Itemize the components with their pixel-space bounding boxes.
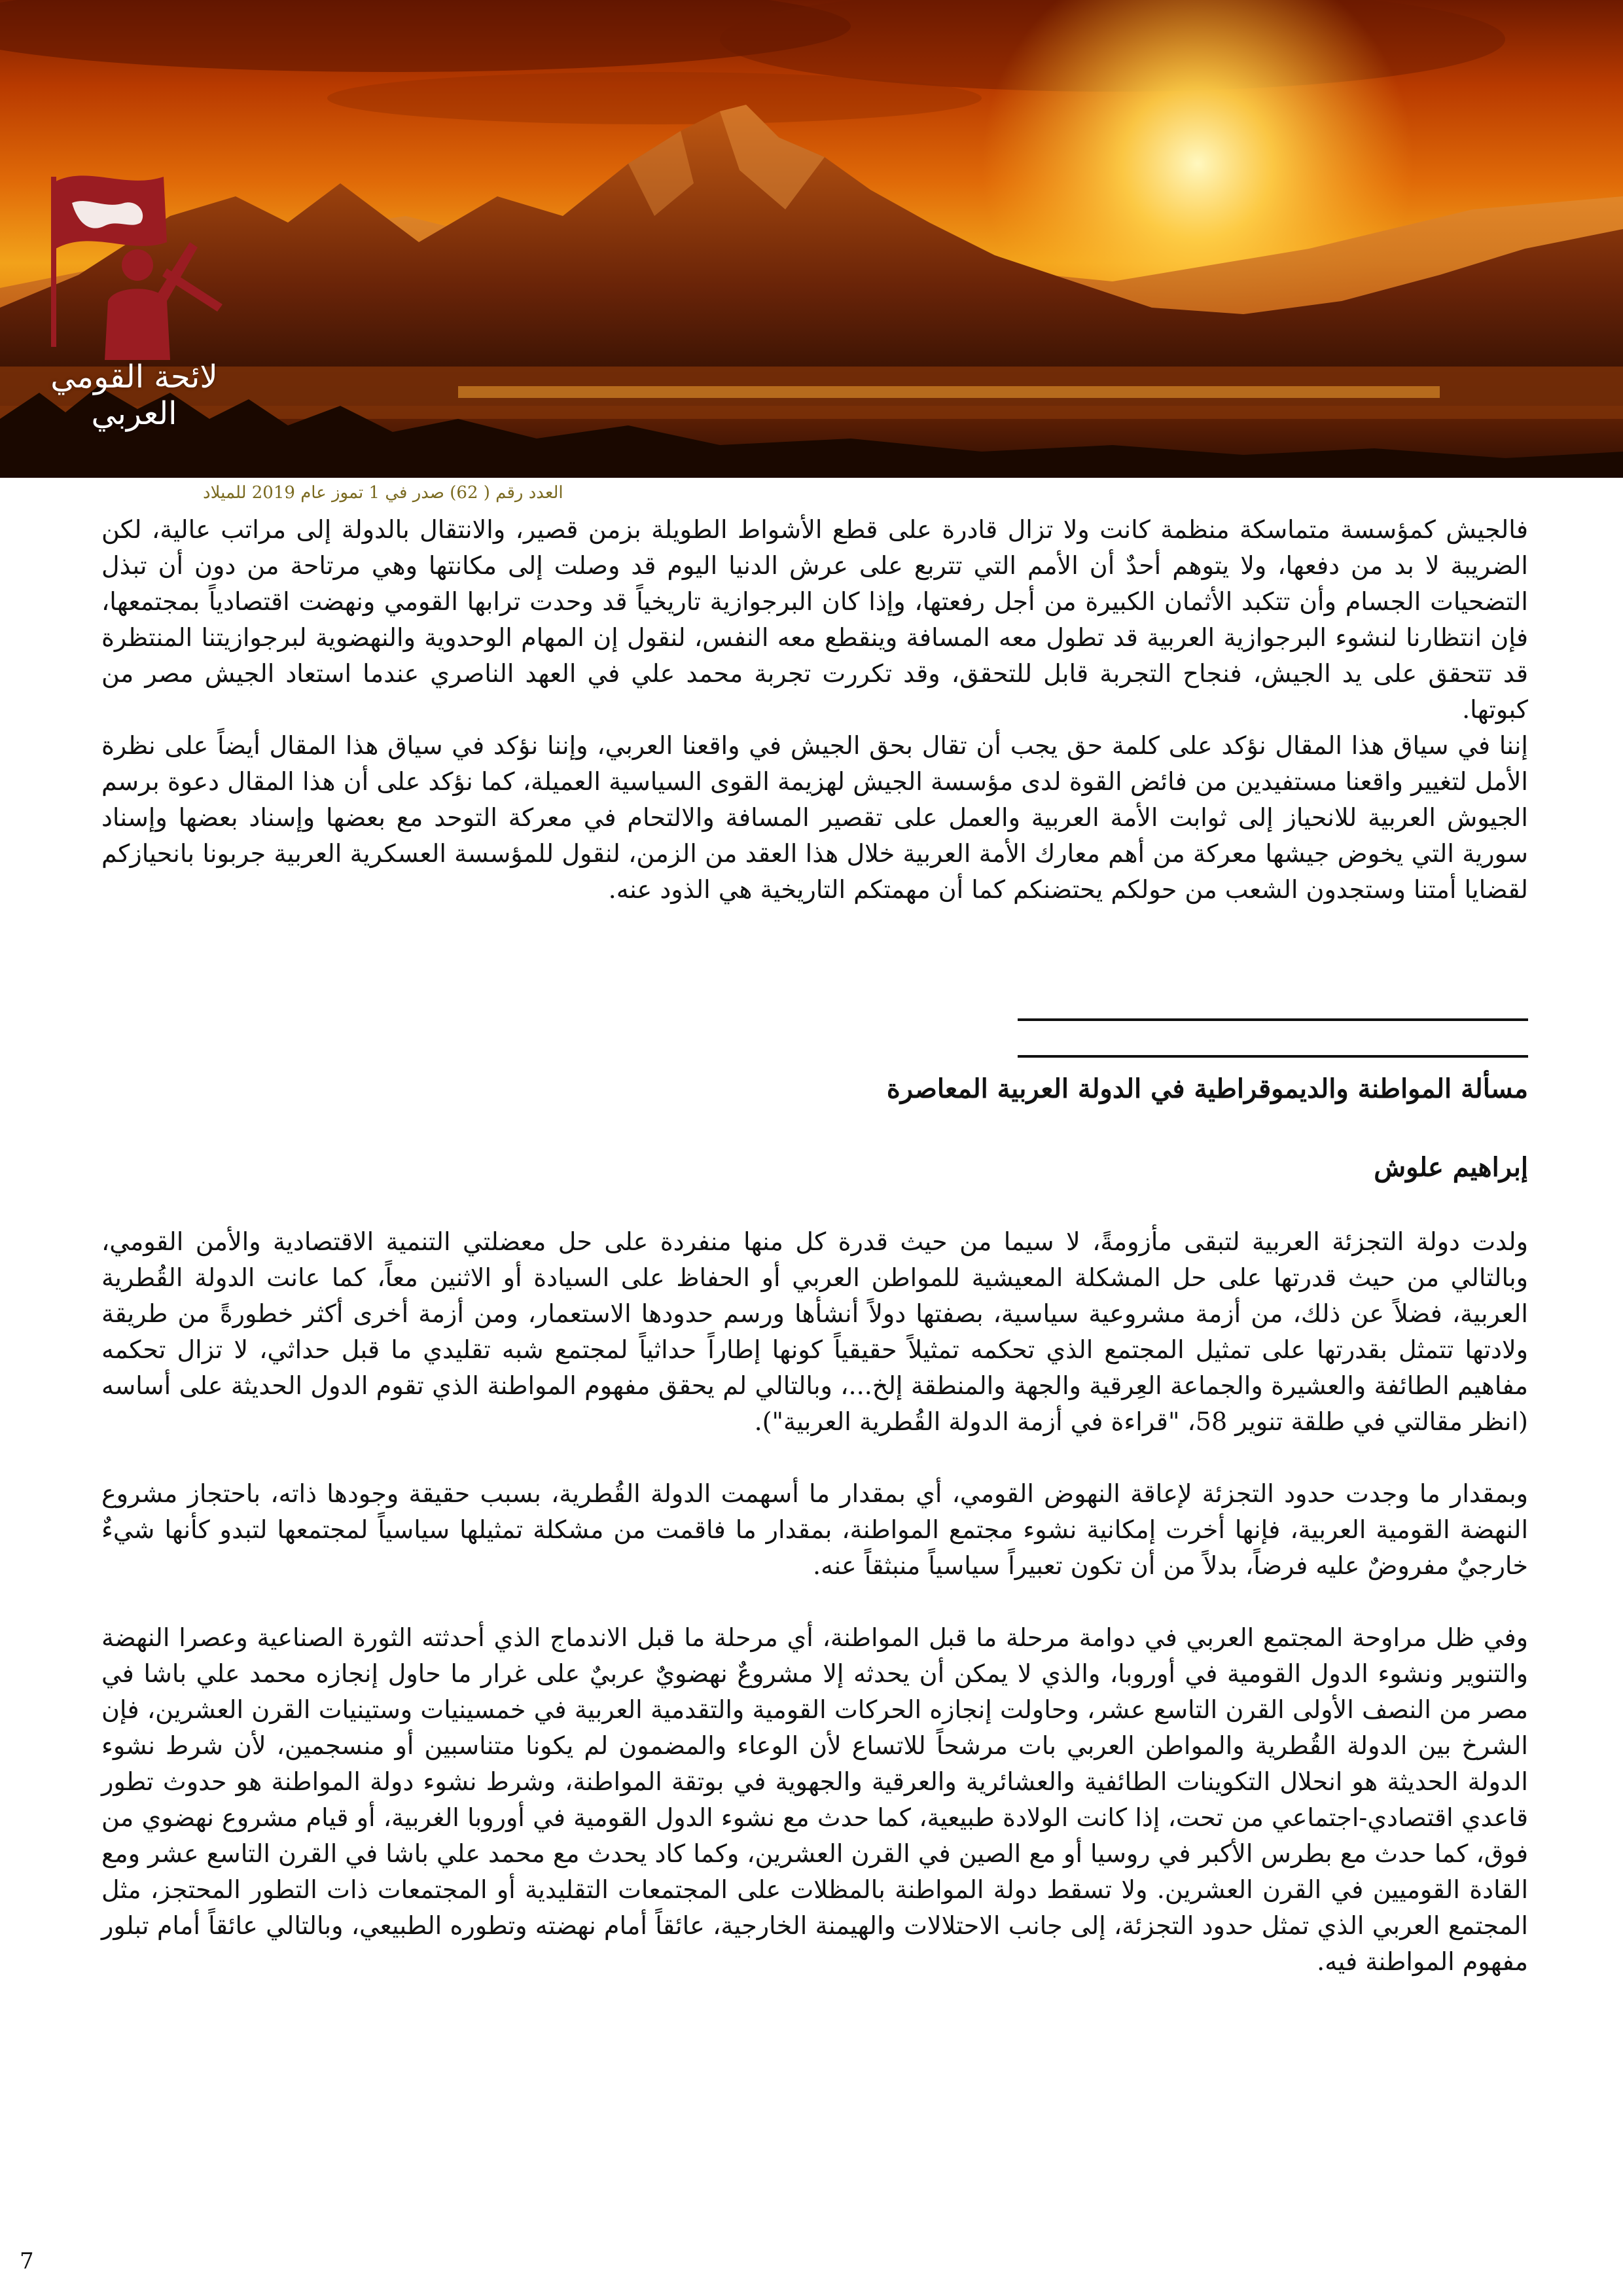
flag-fighter-logo (26, 164, 249, 360)
paragraph: فالجيش كمؤسسة متماسكة منظمة كانت ولا تزال قادرة على قطع الأشواط الطويلة بزمن قصير، والانتقال بالدولة إلى مراتب عالية، لكن الضريبة لا بد من دفعها، ولا يتوهم أحدٌ أن الأمم التي تتربع على عرش الدنيا اليوم قد وصلت إلى مكانتها وهي مرتاحة من دون أن تبذل التضحيات الجسام وأن تتكبد الأثمان الكبيرة من أجل رفعتها، وإذا كان البرجوازية تاريخياً قد وحدت ترابها القومي ونهضت اقتصادياً بمجتمعها، فإن انتظارنا لنشوء البرجوازية العربية قد تطول معه المسافة وينقطع معه النفس، لنقول إن المهام الوحدوية والنهضوية لبرجوازيتنا المنتظرة قد تتحقق على يد الجيش، فنجاح التجربة قابل للتحقق، وقد تكررت تجربة محمد علي في العهد الناصري عندما استعاد الجيش مصر من كبوتها. (101, 515, 1528, 724)
article-author: إبراهيم علوش (1374, 1152, 1528, 1183)
paragraph: وفي ظل مراوحة المجتمع العربي في دوامة مرحلة ما قبل المواطنة، أي مرحلة ما قبل الاندماج الذي أحدثته الثورة الصناعية وعصرا النهضة والتنوير ونشوء الدول القومية في أوروبا، والذي لا يمكن أن يحدثه إلا مشروعٌ نهضويٌ عربيٌ على غرار ما حاول إنجازه محمد علي باشا في مصر من النصف الأولى القرن التاسع عشر، وحاولت إنجازه الحركات القومية والتقدمية العربية في خمسينيات وستينيات القرن العشرين، فإن الشرخ بين الدولة القُطرية والمواطن العربي بات مرشحاً للاتساع لأن الوعاء والمضمون لم يكونا متناسبين أو منسجمين، لأن شرط نشوء الدولة الحديثة هو انحلال التكوينات الطائفية والعشائرية والعرقية والجهوية في بوتقة المواطنة، وشرط نشوء دولة المواطنة هو حدوث تطور قاعدي اقتصادي-اجتماعي من تحت، إذا كانت الولادة طبيعية، كما حدث مع نشوء الدول القومية في أوروبا الغربية، أو قيام مشروع نهضوي من فوق، كما حدث مع بطرس الأكبر في روسيا أو مع الصين في القرن العشرين، وكما كاد يحدث مع محمد علي باشا في القرن التاسع عشر ومع القادة القوميين في القرن العشرين. ولا تسقط دولة المواطنة بالمظلات على المجتمعات التقليدية أو المجتمعات ذات التطور المحتجز، مثل المجتمع العربي الذي تمثل حدود التجزئة، إلى جانب الاحتلالات والهيمنة الخارجية، عائقاً أمام نهضته وتطوره الطبيعي، وبالتالي عائقاً أمام تبلور مفهوم المواطنة فيه. (101, 1623, 1528, 1976)
article-body (101, 1224, 1528, 1980)
page-number: 7 (20, 2248, 34, 2274)
paragraph: وبمقدار ما وجدت حدود التجزئة لإعاقة النهوض القومي، أي بمقدار ما أسهمت الدولة القُطرية، بسبب حقيقة وجودها ذاته، باحتجاز مشروع النهضة القومية العربية، فإنها أخرت إمكانية نشوء مجتمع المواطنة، بمقدار ما فاقمت من مشكلة تمثيلها سياسياً لمجتمعها لتبدو كأنها شيءٌ خارجيٌ مفروضٌ عليه فرضاً، بدلاً من أن تكون تعبيراً سياسياً منبثقاً عنه. (101, 1479, 1528, 1580)
article-title: مسألة المواطنة والديموقراطية في الدولة العربية المعاصرة (886, 1073, 1528, 1104)
brand-title: لائحة القومي العربي (50, 359, 218, 432)
issue-info: العدد رقم ( 62) صدر في 1 تموز عام 2019 للميلاد (203, 483, 563, 503)
article-continuation (101, 512, 1528, 908)
paragraph: ولدت دولة التجزئة العربية لتبقى مأزومةً، لا سيما من حيث قدرة كل منها منفردة على حل معضلتي التنمية الاقتصادية والأمن القومي، وبالتالي من حيث قدرتها على حل المشكلة المعيشية للمواطن العربي أو الحفاظ على السيادة أو الاثنين معاً، كما عانت الدولة القُطرية العربية، فضلاً عن ذلك، من أزمة مشروعية سياسية، بصفتها دولاً أنشأها ورسم حدودها الاستعمار، ومن أزمة أخرى أكثر خطورةً من طريقة ولادتها تتمثل بقدرتها على تمثيل المجتمع الذي تحكمه تمثيلاً حقيقياً كونها إطاراً حداثياً لمجتمع شبه تقليدي ما قبل حداثي، لا تزال تحكمه مفاهيم الطائفة والعشيرة والجماعة العِرقية والجهة والمنطقة إلخ...، وبالتالي لم يحقق مفهوم المواطنة الذي تقوم الدول الحديثة على أساسه (انظر مقالتي في طلقة تنوير 58، "قراءة في أزمة الدولة القُطرية العربية"). (101, 1227, 1528, 1436)
paragraph: إننا في سياق هذا المقال نؤكد على كلمة حق يجب أن تقال بحق الجيش في واقعنا العربي، وإننا نؤكد في سياق هذا المقال أيضاً على نظرة الأمل لتغيير واقعنا مستفيدين من فائض القوة لدى مؤسسة الجيش لهزيمة القوى السياسية العميلة، كما نؤكد على أن هذا المقال دعوة برسم الجيوش العربية للانحياز إلى ثوابت الأمة العربية والعمل على تقصير المسافة والالتحام في معركة التوحد مع بعضها وإسناد بعضها وإسناد سورية التي يخوض جيشها معركة من أهم معارك الأمة العربية خلال هذا العقد من الزمن، لنقول للمؤسسة العسكرية العربية جربونا بانحيازكم لقضايا أمتنا وستجدون الشعب من حولكم يحتضنكم كما أن مهمتكم التاريخية هي الذود عنه. (101, 731, 1528, 904)
separator-line (1018, 1018, 1528, 1021)
separator-line (1018, 1055, 1528, 1058)
header-banner (0, 0, 1623, 478)
